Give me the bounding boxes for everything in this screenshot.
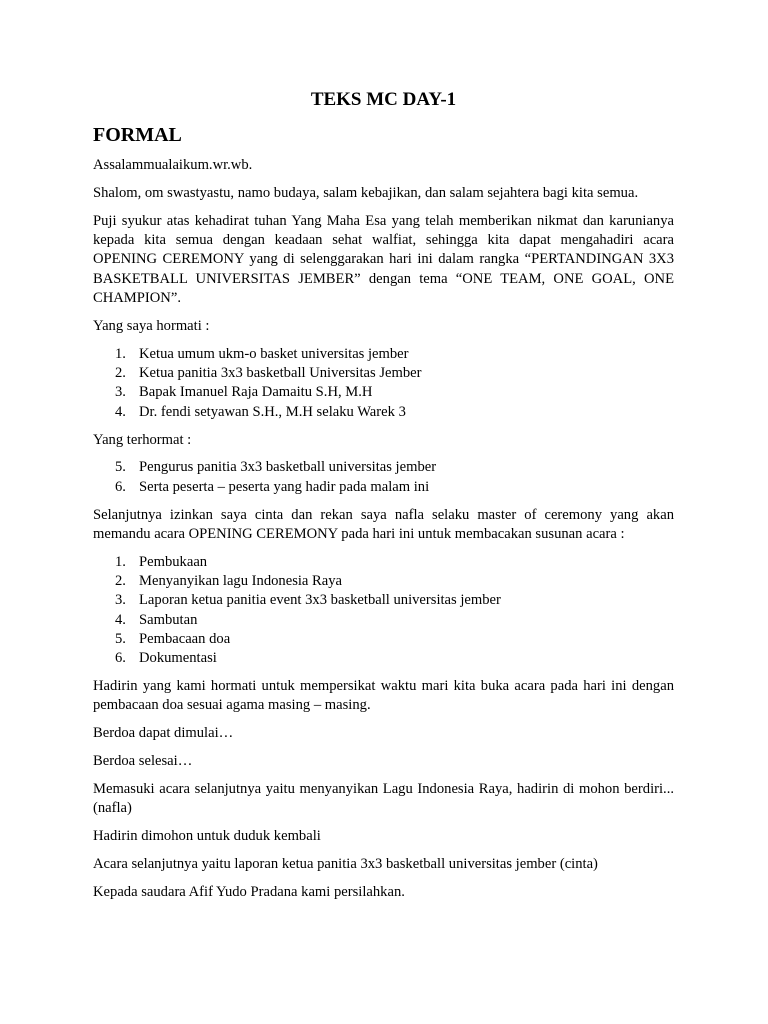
respected-guests-label: Yang terhormat : [93,431,192,448]
invitation-paragraph: Kepada saudara Afif Yudo Pradana kami persilahkan. [93,884,405,901]
list-item: 1. Ketua umum ukm-o basket universitas jember [115,345,409,362]
report-paragraph: Acara selanjutnya yaitu laporan ketua panitia 3x3 basketball universitas jember (cinta) [93,856,598,873]
list-item: 1. Pembukaan [115,553,208,570]
agenda-list [93,553,674,669]
prayer-end-paragraph: Berdoa selesai… [93,753,193,770]
salutation-paragraph: Shalom, om swastyastu, namo budaya, salam kebajikan, dan salam sejahtera bagi kita semua. [93,184,639,201]
anthem-paragraph: Memasuki acara selanjutnya yaitu menyanyikan Lagu Indonesia Raya, hadirin di mohon berdiri... (nafla) [93,781,674,817]
list-item: 4. Dr. fendi setyawan S.H., M.H selaku Warek 3 [115,403,406,420]
section-heading: FORMAL [93,124,182,146]
list-item: 2. Ketua panitia 3x3 basketball Universitas Jember [115,365,422,382]
honored-guests-label: Yang saya hormati : [93,317,210,334]
list-item: 6. Dokumentasi [115,650,217,667]
prayer-invitation-paragraph: Hadirin yang kami hormati untuk mempersikat waktu mari kita buka acara pada hari ini dengan pembacaan doa sesuai agama masing – masing. [93,678,674,714]
list-item: 3. Laporan ketua panitia event 3x3 basketball universitas jember [115,592,501,609]
document-title: TEKS MC DAY-1 [310,89,457,110]
respected-guests-list [93,458,674,497]
prayer-start-paragraph: Berdoa dapat dimulai… [93,725,234,742]
list-item: 6. Serta peserta – peserta yang hadir pada malam ini [115,478,430,495]
list-item: 4. Sambutan [115,611,198,628]
document-body [93,156,674,911]
list-item: 5. Pembacaan doa [115,630,231,647]
be-seated-paragraph: Hadirin dimohon untuk duduk kembali [93,828,321,845]
list-item: 3. Bapak Imanuel Raja Damaitu S.H, M.H [115,384,373,401]
list-item: 2. Menyanyikan lagu Indonesia Raya [115,573,343,590]
opening-paragraph: Puji syukur atas kehadirat tuhan Yang Maha Esa yang telah memberikan nikmat dan karunianya kepada kita semua dengan keadaan sehat walfiat, sehingga kita dapat mengahadiri acara OPENING CEREMONY yang di selenggarakan hari ini dalam rangka “PERTANDINGAN 3X3 BASKETBALL UNIVERSITAS JEMBER” dengan tema “ONE TEAM, ONE GOAL, ONE CHAMPION”. [93,212,674,306]
mc-introduction-paragraph: Selanjutnya izinkan saya cinta dan rekan saya nafla selaku master of ceremony yang akan memandu acara OPENING CEREMONY pada hari ini untuk membacakan susunan acara : [93,506,674,542]
honored-guests-list [93,345,674,422]
list-item: 5. Pengurus panitia 3x3 basketball universitas jember [115,459,437,476]
greeting-paragraph: Assalammualaikum.wr.wb. [93,157,253,173]
